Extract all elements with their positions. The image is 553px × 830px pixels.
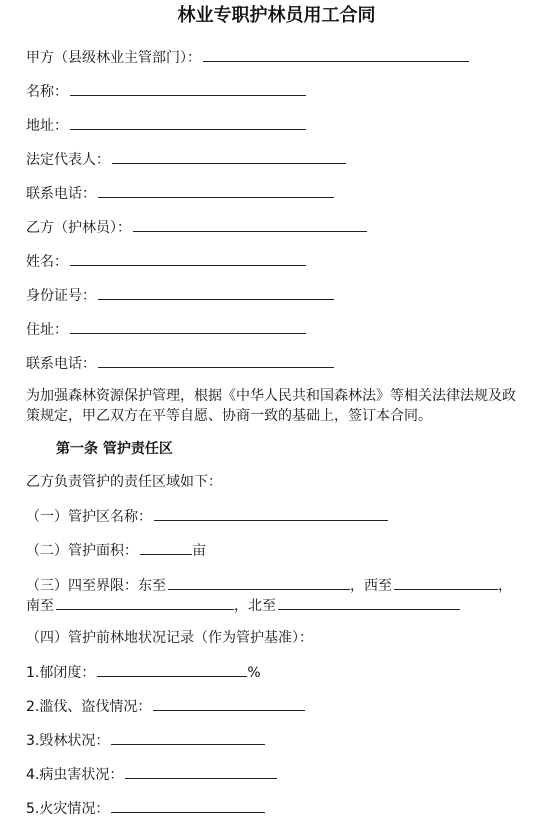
- party-b-phone-line: [26, 353, 334, 373]
- pests-blank[interactable]: [125, 764, 277, 779]
- party-a-name-label: 名称：: [26, 84, 68, 100]
- party-a-legal-rep-blank[interactable]: [112, 149, 346, 164]
- boundary-line-2: [26, 595, 460, 615]
- boundary-east-blank[interactable]: [168, 575, 350, 590]
- party-a-line: [26, 47, 469, 67]
- area-size-blank[interactable]: [140, 540, 192, 555]
- party-b-name-line: [26, 251, 306, 271]
- party-b-id-label: 身份证号：: [26, 288, 96, 304]
- logging-blank[interactable]: [153, 696, 305, 711]
- fire-line: [26, 798, 265, 818]
- boundary-west-label: ，西至: [350, 578, 392, 594]
- party-b-residence-line: [26, 319, 306, 339]
- party-a-address-blank[interactable]: [70, 115, 306, 130]
- boundary-south-label: 南至: [26, 598, 54, 614]
- party-b-phone-label: 联系电话：: [26, 356, 96, 372]
- canopy-label: 1.郁闭度：: [26, 665, 96, 681]
- area-name-blank[interactable]: [154, 506, 388, 521]
- party-b-name-blank[interactable]: [70, 251, 306, 266]
- record-heading: （四）管护前林地状况记录（作为管护基准）：: [26, 630, 313, 646]
- destruction-blank[interactable]: [111, 730, 265, 745]
- area-name-line: [26, 506, 388, 526]
- party-a-address-line: [26, 115, 306, 135]
- party-a-address-label: 地址：: [26, 118, 68, 134]
- boundary-north-blank[interactable]: [278, 595, 460, 610]
- destruction-label: 3.毁林状况：: [26, 733, 110, 749]
- party-b-id-blank[interactable]: [98, 285, 334, 300]
- party-a-legal-rep-line: [26, 149, 346, 169]
- article-1-title: 第一条 管护责任区: [56, 441, 173, 457]
- boundary-west-blank[interactable]: [394, 575, 498, 590]
- pests-line: [26, 764, 277, 784]
- article-1-desc: 乙方负责管护的责任区域如下：: [26, 474, 222, 490]
- boundary-north-label: ，北至: [234, 598, 276, 614]
- party-a-heading: 甲方（县级林业主管部门）：: [26, 50, 201, 66]
- party-b-id-line: [26, 285, 334, 305]
- pests-label: 4.病虫害状况：: [26, 767, 124, 783]
- boundary-line-1: [26, 575, 512, 595]
- party-b-line: [26, 217, 367, 237]
- area-name-label: （一）管护区名称：: [26, 509, 152, 525]
- area-size-unit: 亩: [192, 543, 206, 559]
- party-a-phone-label: 联系电话：: [26, 186, 96, 202]
- logging-line: [26, 696, 305, 716]
- intro-paragraph: 为加强森林资源保护管理，根据《中华人民共和国森林法》等相关法律法规及政策规定，甲乙双方在平等自愿、协商一致的基础上，签订本合同。: [26, 388, 516, 424]
- party-b-residence-label: 住址：: [26, 322, 68, 338]
- area-size-label: （二）管护面积：: [26, 543, 138, 559]
- area-size-line: [26, 540, 206, 560]
- fire-label: 5.火灾情况：: [26, 801, 110, 817]
- party-a-phone-line: [26, 183, 334, 203]
- party-b-heading: 乙方（护林员）：: [26, 220, 131, 236]
- destruction-line: [26, 730, 265, 750]
- canopy-unit: %: [247, 665, 261, 681]
- party-b-phone-blank[interactable]: [98, 353, 334, 368]
- boundary-comma: ，: [498, 578, 512, 594]
- logging-label: 2.滥伐、盗伐情况：: [26, 699, 152, 715]
- party-b-blank[interactable]: [133, 217, 367, 232]
- fire-blank[interactable]: [111, 798, 265, 813]
- party-b-name-label: 姓名：: [26, 254, 68, 270]
- boundary-east-label: （三）四至界限：东至: [26, 578, 166, 594]
- canopy-line: [26, 662, 261, 682]
- party-a-phone-blank[interactable]: [98, 183, 334, 198]
- party-a-blank[interactable]: [203, 47, 469, 62]
- party-a-name-line: [26, 81, 306, 101]
- party-a-name-blank[interactable]: [70, 81, 306, 96]
- party-a-legal-rep-label: 法定代表人：: [26, 152, 110, 168]
- canopy-blank[interactable]: [97, 662, 247, 677]
- party-b-residence-blank[interactable]: [70, 319, 306, 334]
- document-title: 林业专职护林员用工合同: [177, 5, 376, 26]
- boundary-south-blank[interactable]: [56, 595, 234, 610]
